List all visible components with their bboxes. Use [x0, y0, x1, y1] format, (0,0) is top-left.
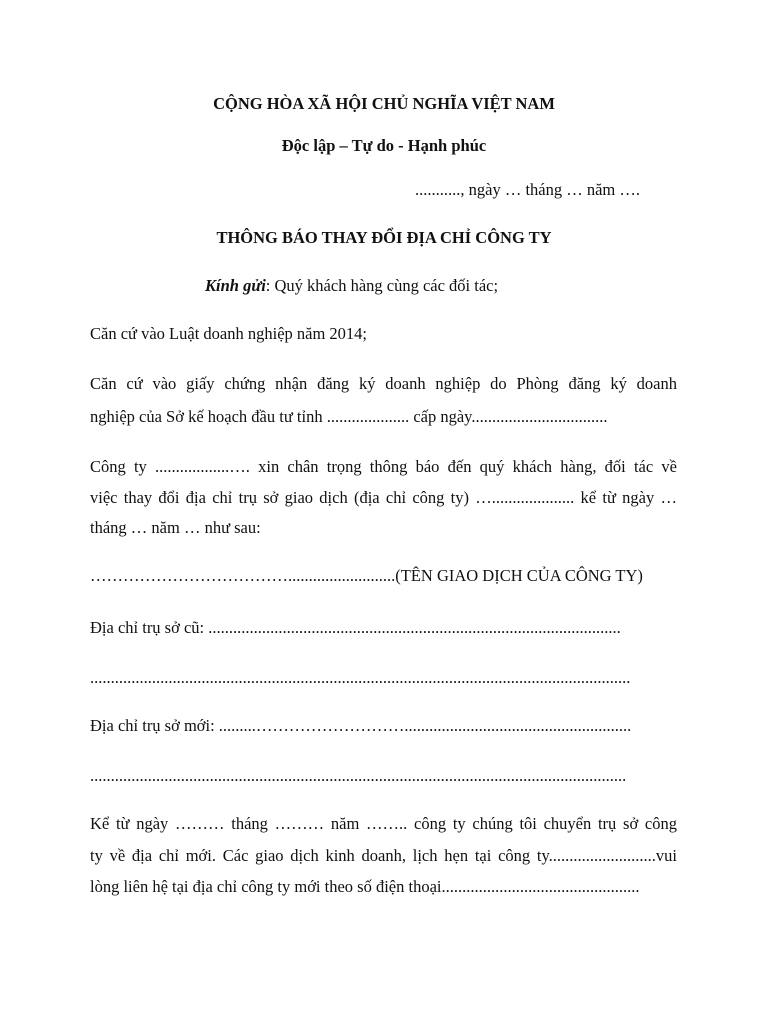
closing-line-2: ty về địa chỉ mới. Các giao dịch kinh doanh, lịch hẹn tại công ty..........................vui — [90, 846, 677, 865]
basis-registration-line-1: Căn cứ vào giấy chứng nhận đăng ký doanh nghiệp do Phòng đăng ký doanh — [90, 374, 677, 393]
new-address-continuation: .................................................................................................................................. — [90, 766, 627, 785]
national-motto: Độc lập – Tự do - Hạnh phúc — [281, 136, 487, 155]
new-address-line: Địa chỉ trụ sở mới: .........………………………....................................................... — [90, 716, 632, 735]
basis-registration-line-2: nghiệp của Sở kế hoạch đầu tư tỉnh .................... cấp ngày................................. — [90, 407, 608, 426]
notice-line-2: việc thay đổi địa chỉ trụ sở giao dịch (địa chỉ công ty) ….................... kể từ ngày … — [90, 488, 677, 507]
old-address-line: Địa chỉ trụ sở cũ: .................................................................................................... — [90, 618, 621, 637]
notice-line-1: Công ty ..................…. xin chân trọng thông báo đến quý khách hàng, đối tác về — [90, 457, 677, 476]
date-line: ..........., ngày … tháng … năm …. — [415, 180, 641, 199]
old-address-continuation: ................................................................................................................................... — [90, 668, 631, 687]
notice-line-3: tháng … năm … như sau: — [90, 518, 261, 537]
closing-line-1: Kể từ ngày ……… tháng ……… năm …….. công ty chúng tôi chuyển trụ sở công — [90, 814, 677, 833]
recipient-line — [205, 276, 498, 296]
closing-line-3: lòng liên hệ tại địa chỉ công ty mới theo số điện thoại................................................ — [90, 877, 640, 896]
recipient-text: : Quý khách hàng cùng các đối tác; — [265, 276, 499, 295]
company-name-line: ………………………………..........................(TÊN GIAO DỊCH CỦA CÔNG TY) — [90, 566, 643, 585]
basis-law: Căn cứ vào Luật doanh nghiệp năm 2014; — [90, 324, 368, 343]
document-title: THÔNG BÁO THAY ĐỔI ĐỊA CHỈ CÔNG TY — [216, 228, 552, 247]
national-title: CỘNG HÒA XÃ HỘI CHỦ NGHĨA VIỆT NAM — [213, 94, 555, 113]
recipient-label: Kính gửi — [205, 276, 266, 295]
